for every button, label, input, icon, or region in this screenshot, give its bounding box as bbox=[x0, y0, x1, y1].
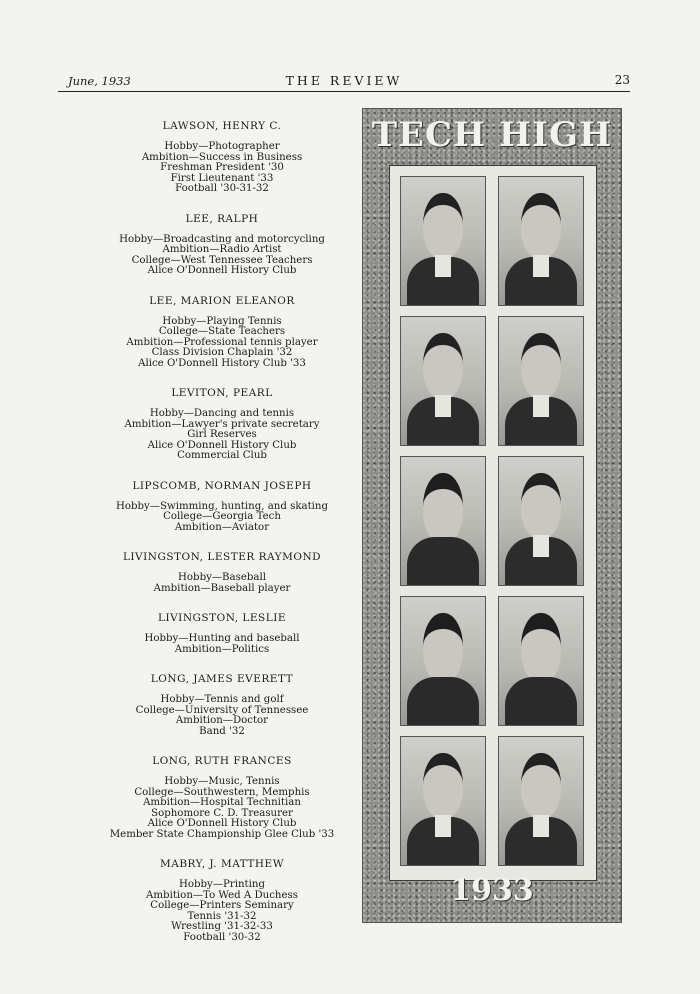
student-detail-line: Member State Championship Glee Club '33 bbox=[109, 828, 335, 840]
panel-title: TECH HIGH bbox=[371, 115, 613, 155]
student-entry bbox=[72, 480, 372, 534]
student-detail-line: College—Printers Seminary bbox=[150, 900, 294, 911]
student-detail-line: Tennis '31-32 bbox=[187, 910, 257, 922]
student-name: LIVINGSTON, LESTER RAYMOND bbox=[122, 551, 322, 563]
student-details bbox=[72, 409, 372, 462]
student-detail-line: Hobby—Baseball bbox=[178, 572, 266, 583]
student-detail-line: Football '30-31-32 bbox=[175, 183, 269, 194]
student-detail-line: Hobby—Hunting and baseball bbox=[144, 633, 300, 644]
student-name: LIVINGSTON, LESLIE bbox=[157, 612, 287, 624]
student-detail-line: Class Division Chaplain '32 bbox=[151, 347, 293, 358]
portrait-photo bbox=[498, 176, 584, 306]
student-detail-line: Hobby—Printing bbox=[179, 879, 265, 890]
header-rule bbox=[58, 91, 630, 92]
portrait-frame bbox=[389, 165, 597, 881]
student-detail-line: Ambition—Doctor bbox=[175, 715, 269, 726]
issue-date: June, 1933 bbox=[68, 74, 131, 88]
student-entry bbox=[72, 673, 372, 737]
student-detail-line: College—West Tennessee Teachers bbox=[131, 254, 313, 266]
student-name: LIPSCOMB, NORMAN JOSEPH bbox=[132, 479, 312, 492]
student-details bbox=[72, 573, 372, 594]
student-detail-line: Freshman President '30 bbox=[160, 162, 284, 173]
student-detail-line: First Lieutenant '33 bbox=[170, 172, 274, 184]
student-detail-line: Hobby—Photographer bbox=[164, 141, 280, 152]
portrait-photo bbox=[400, 456, 486, 586]
portrait-photo bbox=[498, 316, 584, 446]
student-detail-line: Ambition—Success in Business bbox=[141, 151, 303, 163]
student-detail-line: Hobby—Broadcasting and motorcycling bbox=[119, 233, 325, 245]
portrait-photo bbox=[400, 176, 486, 306]
student-details bbox=[72, 695, 372, 737]
student-name: LONG, JAMES EVERETT bbox=[150, 673, 294, 685]
student-entry bbox=[72, 295, 372, 370]
student-details bbox=[72, 634, 372, 655]
student-entry bbox=[72, 387, 372, 462]
student-detail-line: College—Southwestern, Memphis bbox=[134, 786, 310, 798]
student-detail-line: Ambition—Lawyer's private secretary bbox=[124, 418, 320, 430]
student-detail-line: Ambition—Professional tennis player bbox=[126, 336, 318, 348]
student-detail-line: Ambition—Aviator bbox=[174, 521, 270, 533]
portrait-photo bbox=[498, 596, 584, 726]
panel-year: 1933 bbox=[450, 873, 534, 908]
student-entry bbox=[72, 858, 372, 943]
student-detail-line: Football '30-32 bbox=[183, 931, 261, 943]
student-detail-line: Girl Reserves bbox=[187, 429, 257, 440]
student-detail-line: Hobby—Music, Tennis bbox=[164, 776, 280, 787]
student-details bbox=[72, 317, 372, 370]
student-detail-line: Alice O'Donnell History Club bbox=[147, 818, 297, 829]
student-detail-line: Wrestling '31-32-33 bbox=[171, 921, 273, 932]
student-detail-line: Hobby—Tennis and golf bbox=[160, 694, 284, 705]
student-entry bbox=[72, 551, 372, 594]
student-detail-line: Hobby—Playing Tennis bbox=[162, 315, 282, 327]
student-detail-line: Hobby—Swimming, hunting, and skating bbox=[116, 500, 328, 512]
page-number: 23 bbox=[614, 73, 630, 87]
student-list bbox=[72, 120, 372, 961]
student-details bbox=[72, 142, 372, 195]
student-detail-line: College—Georgia Tech bbox=[163, 511, 281, 522]
portrait-photo bbox=[498, 456, 584, 586]
student-name: LEVITON, PEARL bbox=[171, 387, 273, 399]
student-entry bbox=[72, 120, 372, 195]
portrait-photo bbox=[498, 736, 584, 866]
student-detail-line: Alice O'Donnell History Club bbox=[147, 265, 297, 276]
student-detail-line: College—University of Tennessee bbox=[135, 704, 309, 716]
student-detail-line: Hobby—Dancing and tennis bbox=[149, 408, 295, 419]
student-detail-line: Sophomore C. D. Treasurer bbox=[151, 807, 293, 819]
student-detail-line: Commercial Club bbox=[177, 450, 267, 461]
student-details bbox=[72, 502, 372, 534]
portrait-photo bbox=[400, 596, 486, 726]
student-name: LEE, RALPH bbox=[185, 212, 259, 225]
portrait-photo bbox=[400, 736, 486, 866]
running-head bbox=[58, 72, 630, 90]
student-details bbox=[72, 777, 372, 840]
student-detail-line: College—State Teachers bbox=[158, 326, 286, 337]
student-detail-line: Ambition—To Wed A Duchess bbox=[146, 889, 298, 901]
student-details bbox=[72, 235, 372, 277]
student-detail-line: Ambition—Hospital Technitian bbox=[143, 797, 301, 808]
student-name: MABRY, J. MATTHEW bbox=[159, 858, 285, 870]
student-detail-line: Band '32 bbox=[199, 725, 245, 737]
student-entry bbox=[72, 755, 372, 840]
student-detail-line: Alice O'Donnell History Club bbox=[147, 439, 297, 451]
student-name: LONG, RUTH FRANCES bbox=[152, 755, 292, 767]
student-entry bbox=[72, 213, 372, 277]
student-detail-line: Ambition—Baseball player bbox=[153, 582, 291, 594]
student-name: LAWSON, HENRY C. bbox=[162, 120, 282, 132]
photo-panel bbox=[362, 108, 622, 923]
portrait-photo bbox=[400, 316, 486, 446]
student-details bbox=[72, 880, 372, 943]
student-detail-line: Alice O'Donnell History Club '33 bbox=[138, 357, 306, 369]
student-entry bbox=[72, 612, 372, 655]
publication-title: THE REVIEW bbox=[285, 73, 403, 88]
student-name: LEE, MARION ELEANOR bbox=[149, 294, 295, 307]
student-detail-line: Ambition—Radio Artist bbox=[162, 244, 282, 255]
student-detail-line: Ambition—Politics bbox=[174, 643, 270, 655]
